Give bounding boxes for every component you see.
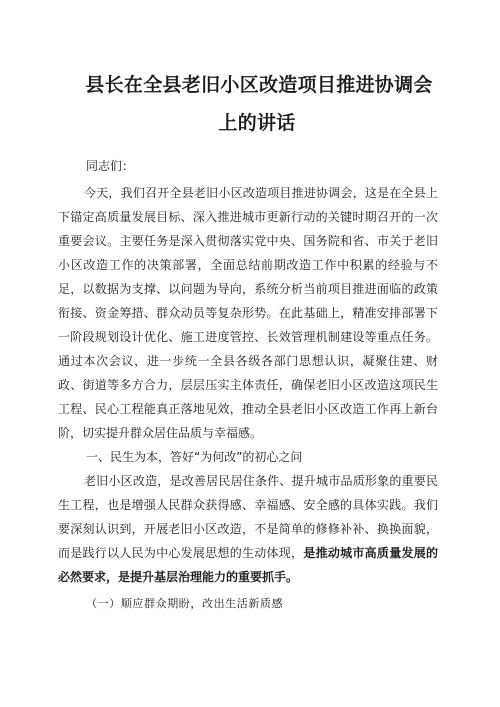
document-title	[58, 66, 438, 142]
salutation: 同志们：	[86, 159, 135, 173]
subsection-1-heading: （一）顺应群众期盼，改出生活新质感	[86, 597, 284, 610]
section-1-paragraph	[58, 469, 438, 589]
section-1-heading: 一、民生为本，答好“为何改”的初心之问	[86, 450, 303, 464]
section-1-paragraph-text: 老旧小区改造，是改善居民居住条件、提升城市品质形象的重要民生工程，也是增强人民群众获得感、幸福感、安全感的具体实践。我们要深刻认识到，开展老旧小区改造，不是简单的修修补补、换换面貌，而是践行以人民为中心发展思想的生动体现，	[58, 474, 438, 560]
title-line-2: 上的讲话	[218, 112, 296, 134]
title-line-1: 县长在全县老旧小区改造项目推进协调会	[85, 74, 433, 96]
intro-paragraph: 今天，我们召开全县老旧小区改造项目推进协调会，这是在全县上下锚定高质量发展目标、深入推进城市更新行动的关键时期召开的一次重要会议。主要任务是深入贯彻落实党中央、国务院和省、市关于老旧小区改造工作的决策部署，全面总结前期改造工作中积累的经验与不足，以数据为支撑、以问题为导向，系统分析当前项目推进面临的政策衔接、资金筹措、群众动员等复杂形势。在此基础上，精准安排部署下一阶段规划设计优化、施工进度管控、长效管理机制建设等重点任务。通过本次会议，进一步统一全县各级各部门思想认识，凝聚住建、财政、街道等多方合力，层层压实主体责任，确保老旧小区改造这项民生工程、民心工程能真正落地见效，推动全县老旧小区改造工作再上新台阶，切实提升群众居住品质与幸福感。	[58, 186, 438, 440]
section-1-paragraph-emphasis: 是推动城市高质量发展的必然要求，是提升基层治理能力的重要抓手。	[58, 546, 438, 584]
